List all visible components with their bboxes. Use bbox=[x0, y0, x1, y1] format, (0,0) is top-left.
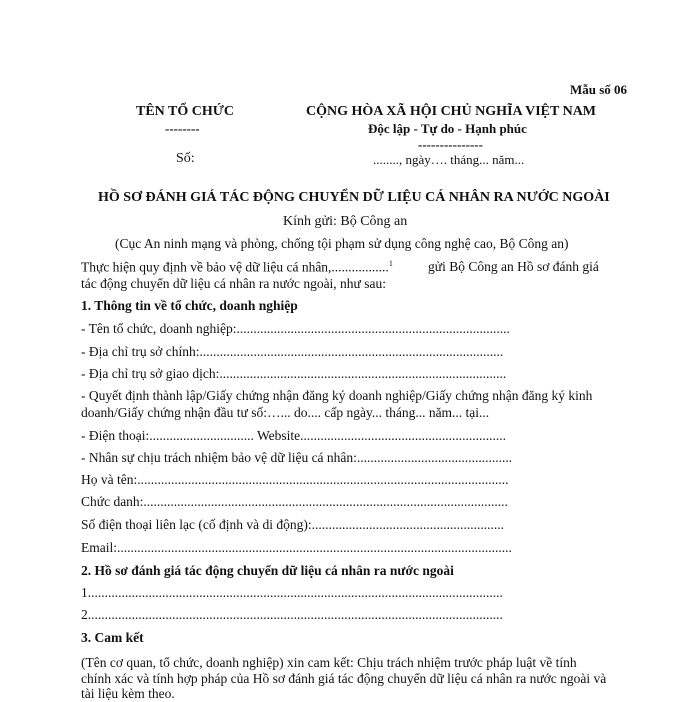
field-org-name: - Tên tổ chức, doanh nghiệp:................................................................................. bbox=[81, 321, 510, 336]
intro-line-2: tác động chuyển dữ liệu cá nhân ra nước ngoài, như sau: bbox=[81, 276, 386, 291]
intro-line-1 bbox=[81, 259, 599, 276]
intro-text-cont: gửi Bộ Công an Hồ sơ đánh giá bbox=[428, 259, 599, 274]
field-registration: - Quyết định thành lập/Giấy chứng nhận đăng ký doanh nghiệp/Giấy chứng nhận đăng ký kinh bbox=[81, 388, 593, 403]
section-3-heading: 3. Cam kết bbox=[81, 630, 144, 645]
field-contact-phone: Số điện thoại liên lạc (cố định và di động):......................................................... bbox=[81, 517, 504, 532]
field-phone-website: - Điện thoại:............................... Website............................................................. bbox=[81, 428, 507, 443]
footnote-marker: 1 bbox=[388, 259, 393, 268]
section-2-heading: 2. Hồ sơ đánh giá tác động chuyển dữ liệu cá nhân ra nước ngoài bbox=[81, 563, 454, 578]
section-2-item-1: 1........................................................................................................................... bbox=[81, 585, 503, 600]
motto: Độc lập - Tự do - Hạnh phúc bbox=[368, 121, 527, 136]
field-head-office: - Địa chỉ trụ sở chính:.......................................................................................... bbox=[81, 344, 504, 359]
document-title: HỒ SƠ ĐÁNH GIÁ TÁC ĐỘNG CHUYỂN DỮ LIỆU CÁ NHÂN RA NƯỚC NGOÀI bbox=[98, 190, 610, 205]
org-divider: -------- bbox=[165, 121, 200, 136]
commitment-line-3: tài liệu kèm theo. bbox=[81, 686, 175, 701]
field-full-name: Họ và tên:.............................................................................................................. bbox=[81, 472, 509, 487]
field-registration-cont: doanh/Giấy chứng nhận đầu tư số:…... do.... cấp ngày... tháng... năm... tại... bbox=[81, 405, 490, 420]
field-dpo: - Nhân sự chịu trách nhiệm bảo vệ dữ liệu cá nhân:.............................................. bbox=[81, 450, 513, 465]
form-code: Mẫu số 06 bbox=[570, 82, 628, 97]
field-email: Email:..................................................................................................................... bbox=[81, 540, 512, 555]
field-transaction-office: - Địa chỉ trụ sở giao dịch:..................................................................................... bbox=[81, 366, 507, 381]
section-1-heading: 1. Thông tin về tổ chức, doanh nghiệp bbox=[81, 298, 298, 313]
section-2-item-2: 2........................................................................................................................... bbox=[81, 607, 503, 622]
commitment-line-2: chính xác và tính hợp pháp của Hồ sơ đánh giá tác động chuyển dữ liệu cá nhân ra nước ngoài và bbox=[81, 671, 607, 686]
commitment-line-1: (Tên cơ quan, tổ chức, doanh nghiệp) xin cam kết: Chịu trách nhiệm trước pháp luật về tính bbox=[81, 655, 577, 670]
recipient-detail: (Cục An ninh mạng và phòng, chống tội phạm sử dụng công nghệ cao, Bộ Công an) bbox=[115, 236, 569, 251]
motto-divider: --------------- bbox=[418, 137, 483, 152]
recipient: Kính gửi: Bộ Công an bbox=[283, 214, 408, 229]
document-number-label: Số: bbox=[176, 151, 195, 166]
intro-text: Thực hiện quy định về bảo vệ dữ liệu cá nhân,................. bbox=[81, 259, 389, 275]
date-line: ........, ngày…. tháng... năm... bbox=[373, 152, 525, 167]
country-name: CỘNG HÒA XÃ HỘI CHỦ NGHĨA VIỆT NAM bbox=[306, 104, 597, 119]
org-label: TÊN TỔ CHỨC bbox=[136, 104, 235, 119]
field-position: Chức danh:............................................................................................................ bbox=[81, 494, 508, 509]
